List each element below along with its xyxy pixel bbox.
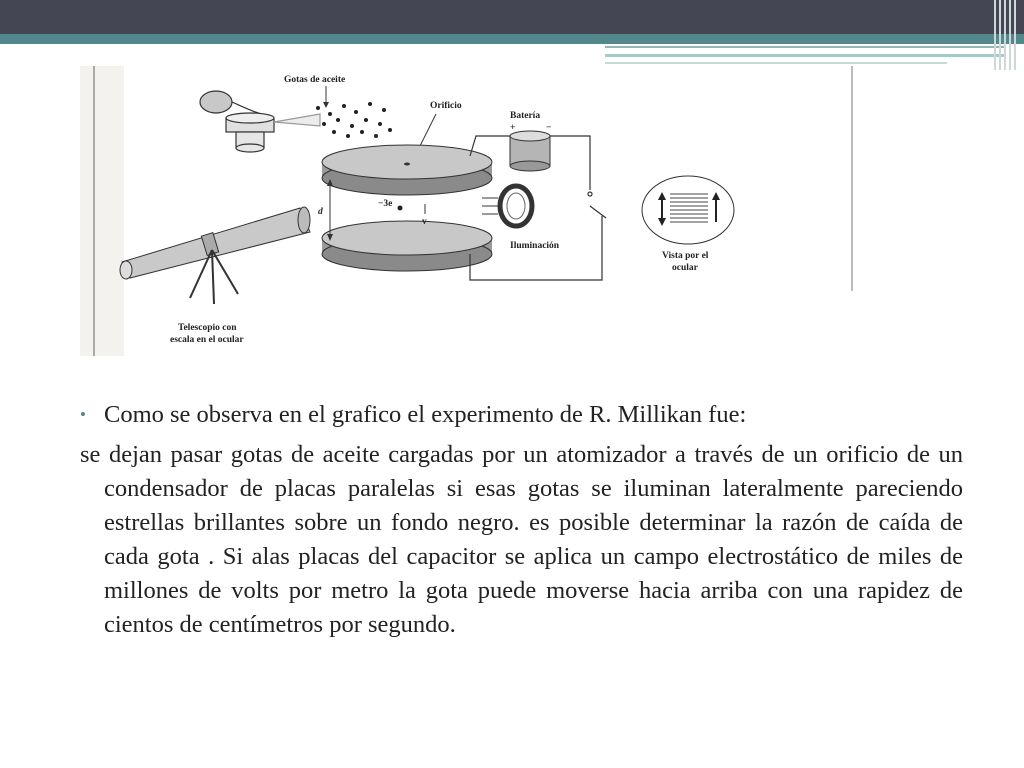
label-distance: d [318, 207, 323, 217]
accent-band [0, 34, 1024, 44]
label-velocity: v [422, 217, 427, 227]
body-paragraph: se dejan pasar gotas de aceite cargadas por un atomizador a través de un orificio de un condensador de placas paralelas si esas gotas se iluminan lateralmente pareciendo estrellas brillantes sobre un fondo negro. es posible determinar la razón de caída de cada gota . Si alas placas del capacitor se aplica un campo electrostático de miles de millones de volts por metro la gota puede moverse hacia arriba con una rapidez de cientos de centímetros por segundo. [80, 441, 963, 638]
label-orifice: Orificio [430, 101, 462, 111]
decor-line [605, 62, 947, 64]
decor-line [605, 54, 1005, 57]
atomizer-icon [200, 91, 320, 152]
label-telescope-1: Telescopio con [178, 323, 237, 333]
oil-drops [316, 102, 392, 138]
slide-body [80, 398, 963, 642]
bullet-item [80, 398, 963, 432]
label-view-2: ocular [672, 263, 698, 273]
label-illumination: Iluminación [510, 241, 560, 251]
eyepiece-view [642, 176, 734, 244]
lower-plate [322, 221, 492, 271]
title-bar [0, 0, 1024, 34]
decor-stripes [994, 0, 1016, 70]
decor-line [605, 46, 1005, 48]
page-edge [80, 66, 124, 356]
battery-icon [510, 131, 550, 171]
label-view-1: Vista por el [662, 251, 709, 261]
label-charge: −3e [378, 199, 393, 209]
label-plus: + [510, 123, 516, 133]
light-source-icon [482, 186, 532, 226]
bullet-icon: • [80, 405, 86, 424]
bullet-text: Como se observa en el grafico el experimento de R. Millikan fue: [104, 401, 747, 428]
label-oil-drops: Gotas de aceite [284, 75, 346, 85]
upper-plate [322, 145, 492, 195]
telescope-icon [120, 207, 310, 304]
label-telescope-2: escala en el ocular [170, 335, 244, 345]
millikan-diagram [0, 66, 860, 356]
label-minus: − [546, 123, 552, 133]
label-battery: Batería [510, 111, 541, 121]
